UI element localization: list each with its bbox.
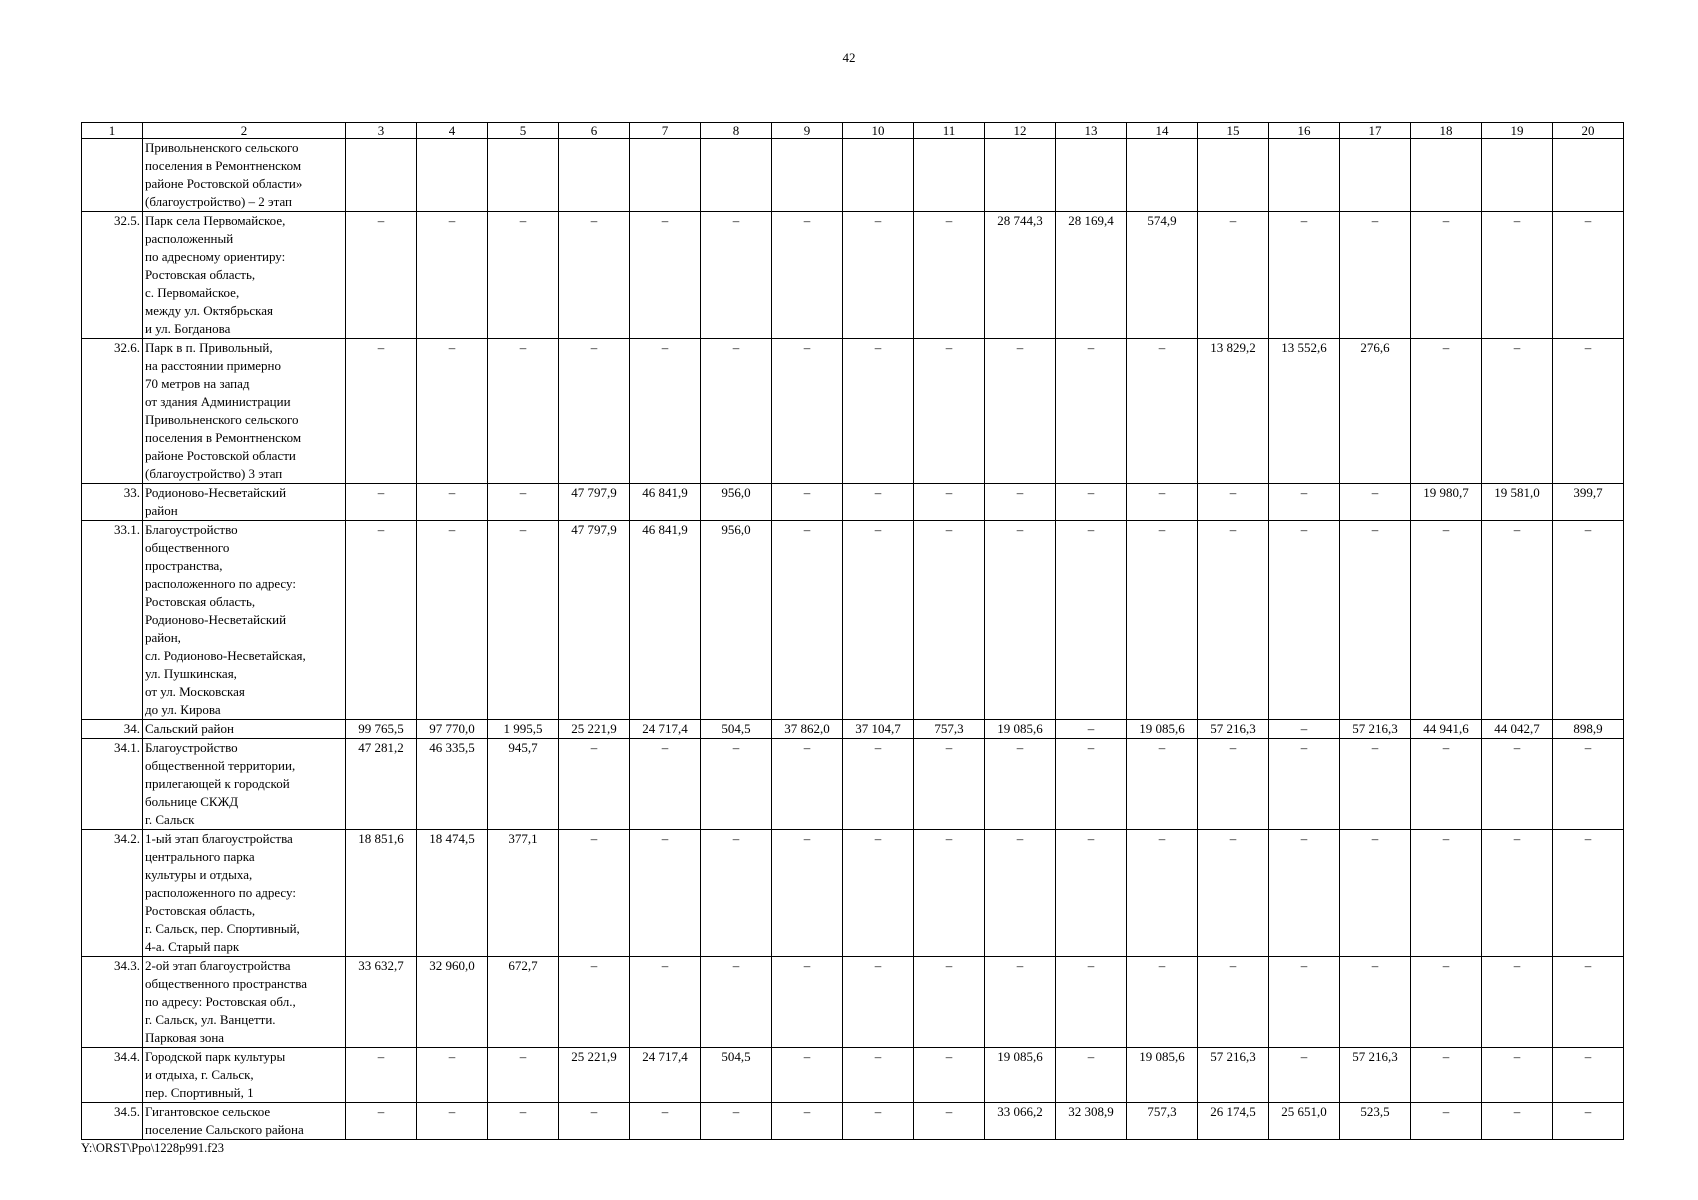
value-cell: – [1482,521,1553,720]
value-cell: – [1269,521,1340,720]
value-cell: – [559,1103,630,1140]
value-cell: – [985,484,1056,521]
table-row [82,957,1624,1048]
value-cell: – [701,1103,772,1140]
value-cell: – [1056,1048,1127,1103]
value-cell: – [630,1103,701,1140]
value-cell: – [1340,830,1411,957]
table-row [82,1048,1624,1103]
value-cell: – [701,957,772,1048]
value-cell: – [559,739,630,830]
value-cell [1127,139,1198,212]
value-cell: 19 085,6 [1127,1048,1198,1103]
value-cell: – [985,521,1056,720]
value-cell: – [1127,739,1198,830]
value-cell: – [1198,484,1269,521]
value-cell: – [1482,1048,1553,1103]
row-name: Родионово-Несветайский район [143,484,346,521]
row-number: 34.5. [82,1103,143,1140]
value-cell [1482,139,1553,212]
value-cell: 399,7 [1553,484,1624,521]
value-cell: – [914,1048,985,1103]
value-cell: – [772,484,843,521]
value-cell: 13 829,2 [1198,339,1269,484]
value-cell: – [417,212,488,339]
value-cell: – [1553,521,1624,720]
value-cell: – [914,739,985,830]
table-row [82,830,1624,957]
table-row [82,212,1624,339]
row-number: 34.2. [82,830,143,957]
column-header: 14 [1127,123,1198,139]
value-cell: – [985,830,1056,957]
header-row [82,123,1624,139]
value-cell: 1 995,5 [488,720,559,739]
value-cell: – [843,1048,914,1103]
row-name: Гигантовское сельское поселение Сальского района [143,1103,346,1140]
value-cell: 18 851,6 [346,830,417,957]
value-cell: 28 744,3 [985,212,1056,339]
value-cell: – [1340,484,1411,521]
row-number: 34. [82,720,143,739]
value-cell: – [1482,957,1553,1048]
value-cell: – [1269,830,1340,957]
value-cell: – [1482,212,1553,339]
value-cell: – [701,830,772,957]
value-cell [488,139,559,212]
value-cell: 46 335,5 [417,739,488,830]
value-cell: 19 085,6 [1127,720,1198,739]
value-cell: – [1482,739,1553,830]
value-cell: – [1553,830,1624,957]
value-cell: – [914,957,985,1048]
value-cell: – [417,1048,488,1103]
value-cell: – [1198,212,1269,339]
value-cell: 57 216,3 [1198,720,1269,739]
value-cell: – [1411,830,1482,957]
value-cell: – [985,339,1056,484]
table-row [82,739,1624,830]
value-cell: – [1482,339,1553,484]
value-cell: – [843,739,914,830]
value-cell: 97 770,0 [417,720,488,739]
value-cell: 33 632,7 [346,957,417,1048]
row-name: Парк села Первомайское, расположенный по адресному ориентиру: Ростовская область, с. Первомайское, между ул. Октябрьская и ул. Богданова [143,212,346,339]
value-cell: 276,6 [1340,339,1411,484]
value-cell: 44 042,7 [1482,720,1553,739]
column-header: 11 [914,123,985,139]
value-cell: – [772,830,843,957]
value-cell [1340,139,1411,212]
column-header: 3 [346,123,417,139]
value-cell: – [914,521,985,720]
table-row [82,339,1624,484]
value-cell [346,139,417,212]
budget-table [81,122,1624,1140]
value-cell: – [772,521,843,720]
value-cell: – [1553,339,1624,484]
column-header: 5 [488,123,559,139]
column-header: 19 [1482,123,1553,139]
table-row [82,484,1624,521]
value-cell: – [701,212,772,339]
value-cell: – [1056,957,1127,1048]
column-header: 9 [772,123,843,139]
value-cell: – [1056,484,1127,521]
value-cell: 57 216,3 [1340,1048,1411,1103]
value-cell: – [559,212,630,339]
value-cell: 33 066,2 [985,1103,1056,1140]
value-cell: – [772,212,843,339]
value-cell [1411,139,1482,212]
value-cell: – [1482,830,1553,957]
column-header: 12 [985,123,1056,139]
value-cell: – [914,212,985,339]
row-number: 34.4. [82,1048,143,1103]
value-cell: – [630,830,701,957]
value-cell: – [1127,521,1198,720]
value-cell: 13 552,6 [1269,339,1340,484]
column-header: 10 [843,123,914,139]
table-row [82,139,1624,212]
value-cell: – [1340,521,1411,720]
value-cell: – [1340,957,1411,1048]
value-cell: 377,1 [488,830,559,957]
value-cell: – [1553,957,1624,1048]
value-cell [1269,139,1340,212]
value-cell: 26 174,5 [1198,1103,1269,1140]
value-cell: – [985,739,1056,830]
value-cell: – [1269,720,1340,739]
value-cell: 19 085,6 [985,1048,1056,1103]
row-name: Сальский район [143,720,346,739]
value-cell: – [1269,1048,1340,1103]
value-cell: – [1411,1048,1482,1103]
value-cell: – [1553,1103,1624,1140]
value-cell: 19 581,0 [1482,484,1553,521]
column-header: 20 [1553,123,1624,139]
row-number: 34.1. [82,739,143,830]
value-cell: – [1411,739,1482,830]
value-cell: – [346,339,417,484]
row-name: Благоустройство общественной территории, прилегающей к городской больнице СКЖД г. Сальск [143,739,346,830]
value-cell: – [417,521,488,720]
row-name: Благоустройство общественного пространства, расположенного по адресу: Ростовская область, Родионово-Несветайский район, сл. Родионово-Несветайская, ул. Пушкинская, от ул. Московская до ул. Кирова [143,521,346,720]
value-cell: – [559,339,630,484]
value-cell: – [1411,521,1482,720]
value-cell: – [843,830,914,957]
row-name: Парк в п. Привольный, на расстоянии примерно 70 метров на запад от здания Администрации Привольненского сельского поселения в Ремонтненском районе Ростовской области (благоустройство) 3 этап [143,339,346,484]
table-row [82,720,1624,739]
value-cell: – [1198,830,1269,957]
column-header: 15 [1198,123,1269,139]
value-cell: – [914,1103,985,1140]
value-cell [1056,139,1127,212]
value-cell: – [1127,957,1198,1048]
value-cell: 57 216,3 [1198,1048,1269,1103]
table-row [82,1103,1624,1140]
value-cell: – [843,521,914,720]
column-header: 16 [1269,123,1340,139]
value-cell: – [346,484,417,521]
value-cell: 47 797,9 [559,521,630,720]
value-cell [559,139,630,212]
value-cell: – [630,212,701,339]
value-cell: – [701,339,772,484]
value-cell: 574,9 [1127,212,1198,339]
value-cell: – [488,212,559,339]
value-cell: – [1056,339,1127,484]
value-cell: – [488,339,559,484]
value-cell: 28 169,4 [1056,212,1127,339]
value-cell: – [772,1048,843,1103]
value-cell: – [488,521,559,720]
value-cell: 47 797,9 [559,484,630,521]
value-cell: – [1127,484,1198,521]
value-cell: – [630,739,701,830]
value-cell: – [1056,830,1127,957]
value-cell: – [1269,957,1340,1048]
value-cell: – [772,1103,843,1140]
value-cell: 25 651,0 [1269,1103,1340,1140]
value-cell: – [1056,739,1127,830]
value-cell: 44 941,6 [1411,720,1482,739]
value-cell: 25 221,9 [559,720,630,739]
value-cell: – [1553,739,1624,830]
value-cell: 32 308,9 [1056,1103,1127,1140]
value-cell: – [1056,720,1127,739]
value-cell: 956,0 [701,484,772,521]
value-cell: – [488,484,559,521]
value-cell: 37 862,0 [772,720,843,739]
row-name: 2-ой этап благоустройства общественного пространства по адресу: Ростовская обл., г. Сальск, ул. Ванцетти. Парковая зона [143,957,346,1048]
value-cell: – [1411,339,1482,484]
value-cell: – [1553,212,1624,339]
page-number: 42 [842,50,856,65]
value-cell: – [843,957,914,1048]
value-cell: – [1482,1103,1553,1140]
value-cell: 504,5 [701,720,772,739]
value-cell [985,139,1056,212]
column-header: 13 [1056,123,1127,139]
value-cell [843,139,914,212]
value-cell: – [346,212,417,339]
table-row [82,521,1624,720]
column-header: 2 [143,123,346,139]
value-cell: – [843,484,914,521]
column-header: 4 [417,123,488,139]
column-header: 7 [630,123,701,139]
value-cell: – [1198,957,1269,1048]
column-header: 6 [559,123,630,139]
value-cell: 504,5 [701,1048,772,1103]
value-cell: 19 980,7 [1411,484,1482,521]
value-cell: 32 960,0 [417,957,488,1048]
value-cell: – [914,484,985,521]
row-name: Привольненского сельского поселения в Ремонтненском районе Ростовской области» (благоустройство) – 2 этап [143,139,346,212]
row-name: 1-ый этап благоустройства центрального парка культуры и отдыха, расположенного по адресу: Ростовская область, г. Сальск, пер. Спортивный, 4-а. Старый парк [143,830,346,957]
value-cell: – [346,521,417,720]
value-cell: – [985,957,1056,1048]
value-cell [772,139,843,212]
value-cell: – [1127,830,1198,957]
value-cell: 46 841,9 [630,521,701,720]
value-cell: 24 717,4 [630,1048,701,1103]
value-cell: – [914,830,985,957]
value-cell: 18 474,5 [417,830,488,957]
value-cell: – [843,1103,914,1140]
value-cell: – [914,339,985,484]
value-cell: – [772,957,843,1048]
value-cell: 757,3 [1127,1103,1198,1140]
footer-file-path: Y:\ORST\Ppo\1228p991.f23 [81,1141,224,1155]
value-cell: 37 104,7 [843,720,914,739]
value-cell: – [630,339,701,484]
column-header: 17 [1340,123,1411,139]
value-cell: – [488,1103,559,1140]
value-cell: – [559,830,630,957]
value-cell [630,139,701,212]
value-cell: – [346,1048,417,1103]
value-cell: – [1411,212,1482,339]
column-header: 1 [82,123,143,139]
value-cell: – [772,339,843,484]
column-header: 18 [1411,123,1482,139]
value-cell: – [417,484,488,521]
value-cell: 25 221,9 [559,1048,630,1103]
value-cell: – [1198,521,1269,720]
value-cell: – [1411,1103,1482,1140]
row-number: 32.5. [82,212,143,339]
value-cell: – [1127,339,1198,484]
value-cell [914,139,985,212]
row-number: 32.6. [82,339,143,484]
row-number: 34.3. [82,957,143,1048]
value-cell: – [772,739,843,830]
value-cell [1553,139,1624,212]
value-cell: – [1269,739,1340,830]
value-cell: – [488,1048,559,1103]
value-cell: 99 765,5 [346,720,417,739]
value-cell: – [1269,212,1340,339]
value-cell: – [843,212,914,339]
value-cell: 523,5 [1340,1103,1411,1140]
value-cell: – [346,1103,417,1140]
value-cell [417,139,488,212]
value-cell: – [843,339,914,484]
row-number: 33.1. [82,521,143,720]
row-name: Городской парк культуры и отдыха, г. Сальск, пер. Спортивный, 1 [143,1048,346,1103]
value-cell: 46 841,9 [630,484,701,521]
value-cell: – [1340,212,1411,339]
value-cell: 19 085,6 [985,720,1056,739]
value-cell: 24 717,4 [630,720,701,739]
value-cell: 956,0 [701,521,772,720]
value-cell: – [1553,1048,1624,1103]
value-cell: – [417,1103,488,1140]
value-cell: – [1198,739,1269,830]
value-cell: 757,3 [914,720,985,739]
value-cell: 898,9 [1553,720,1624,739]
value-cell: 57 216,3 [1340,720,1411,739]
value-cell: – [1269,484,1340,521]
value-cell: – [1056,521,1127,720]
value-cell: – [559,957,630,1048]
value-cell [1198,139,1269,212]
value-cell: – [630,957,701,1048]
value-cell: 945,7 [488,739,559,830]
value-cell [701,139,772,212]
value-cell: – [417,339,488,484]
value-cell: – [1340,739,1411,830]
row-number: 33. [82,484,143,521]
value-cell: – [1411,957,1482,1048]
value-cell: 47 281,2 [346,739,417,830]
value-cell: 672,7 [488,957,559,1048]
value-cell: – [701,739,772,830]
row-number [82,139,143,212]
column-header: 8 [701,123,772,139]
